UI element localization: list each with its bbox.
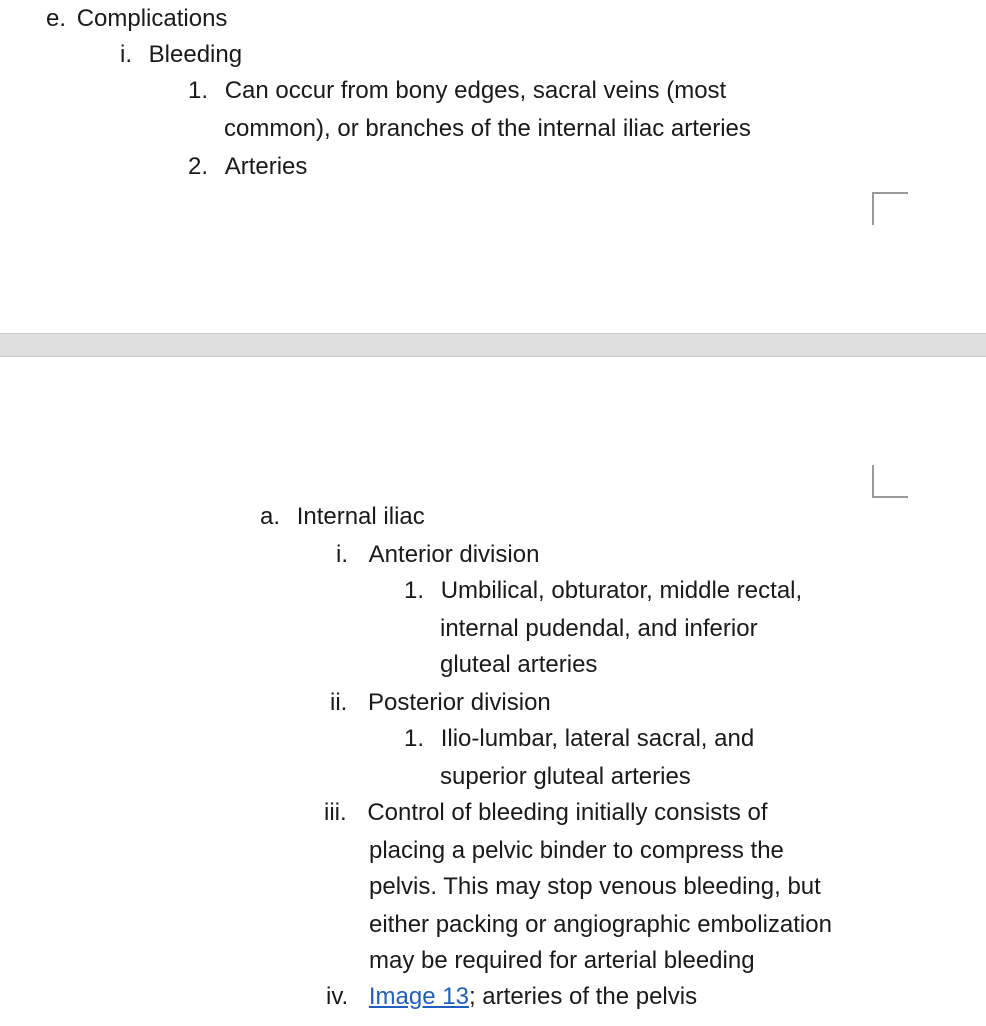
list-text: either packing or angiographic embolization [369,911,832,938]
list-marker: iv. [326,983,349,1010]
image-13-link[interactable]: Image 13 [368,983,469,1010]
list-text: ; arteries of the pelvis [468,983,698,1010]
list-marker: ii. [330,689,348,716]
list-text: Can occur from bony edges, sacral veins (most [224,77,727,104]
list-text: placing a pelvic binder to compress the [369,837,784,864]
list-text: internal pudendal, and inferior [440,615,758,642]
list-marker: i. [336,541,348,568]
list-text: may be required for arterial bleeding [369,947,755,974]
list-marker: e. [46,5,67,32]
list-text-continuation[interactable] [440,650,597,680]
list-item-bleeding-sources[interactable] [188,76,726,106]
list-text-continuation[interactable] [369,836,784,866]
list-text-continuation[interactable] [224,114,751,144]
list-item-anterior-branches[interactable] [404,576,802,606]
crop-mark-bottom-left [872,465,908,498]
list-text: superior gluteal arteries [440,763,691,790]
list-text: Bleeding [148,41,243,68]
list-marker: 2. [188,153,209,180]
list-item-complications[interactable] [46,4,227,34]
list-item-arteries[interactable] [188,152,307,182]
list-text: gluteal arteries [440,651,598,678]
list-item-posterior-branches[interactable] [404,724,754,754]
list-text: Arteries [224,153,308,180]
list-marker: 1. [188,77,209,104]
list-text-continuation[interactable] [440,614,758,644]
list-marker: a. [260,503,281,530]
list-text: pelvis. This may stop venous bleeding, but [369,873,821,900]
list-item-bleeding[interactable] [120,40,242,70]
list-text-continuation[interactable] [369,872,821,902]
list-text-continuation[interactable] [369,910,832,940]
list-text: Anterior division [368,541,540,568]
list-text: Umbilical, obturator, middle rectal, [440,577,803,604]
page-break-gap [0,333,986,357]
list-text: Posterior division [368,689,551,716]
list-marker: 1. [404,725,425,752]
list-marker: 1. [404,577,425,604]
list-text-continuation[interactable] [369,946,755,976]
document-page-2 [0,357,986,1026]
document-page-1 [0,0,986,333]
list-item-control-of-bleeding[interactable] [324,798,768,828]
list-item-posterior-division[interactable] [330,688,551,718]
list-marker: i. [120,41,132,68]
list-text: Complications [76,5,228,32]
crop-mark-top-right [872,192,908,225]
list-text: Control of bleeding initially consists of [367,799,768,826]
list-text: Internal iliac [296,503,425,530]
list-text-continuation[interactable] [440,762,691,792]
list-item-anterior-division[interactable] [336,540,539,570]
list-marker: iii. [324,799,347,826]
list-text: Ilio-lumbar, lateral sacral, and [440,725,755,752]
list-item-image-13[interactable] [326,982,697,1012]
list-item-internal-iliac[interactable] [260,502,425,532]
list-text: common), or branches of the internal iliac arteries [224,115,751,142]
